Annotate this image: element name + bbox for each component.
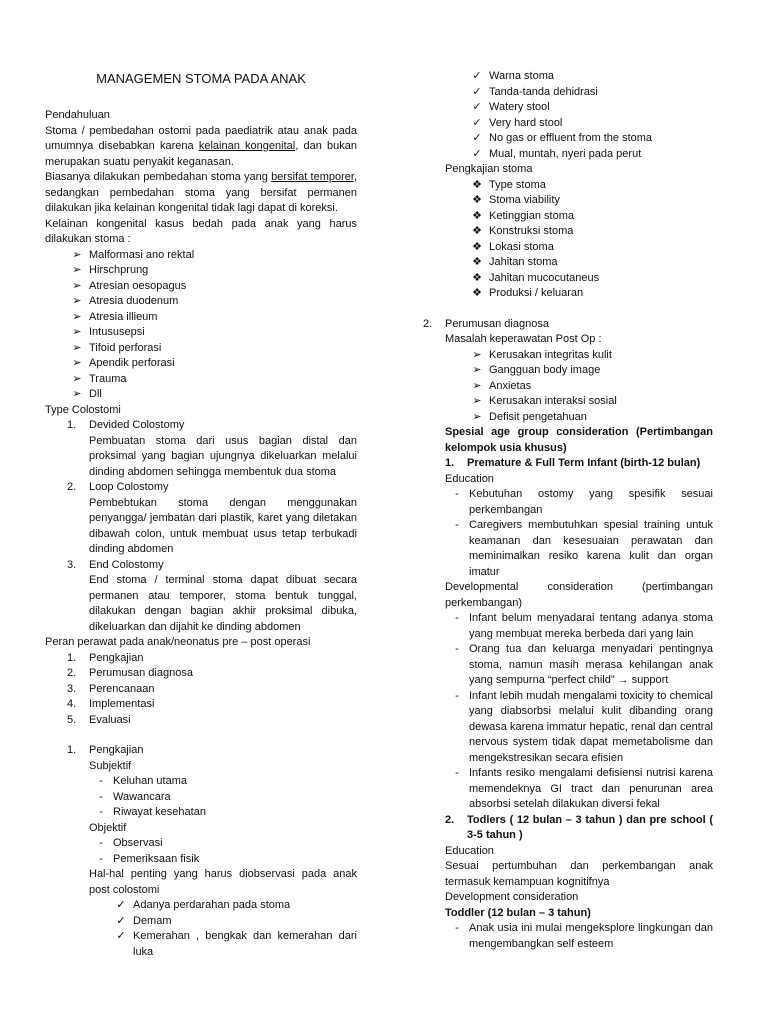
stoma-item xyxy=(465,286,713,302)
congenital-item-text: Tifoid perforasi xyxy=(89,341,162,354)
education-heading: Education xyxy=(445,472,494,485)
observation-item-text: Demam xyxy=(133,914,172,927)
congenital-item xyxy=(65,279,357,295)
bullet-marker: - xyxy=(455,612,459,624)
colostomy-types-list xyxy=(45,418,357,635)
objective-list xyxy=(89,836,357,867)
observation-item xyxy=(465,69,713,85)
nurse-role-number: 1. xyxy=(67,651,77,664)
stoma-item-text: Jahitan stoma xyxy=(489,256,558,268)
observation-item-text: Very hard stool xyxy=(489,116,563,129)
congenital-item xyxy=(65,310,357,326)
colostomy-type-number: 2. xyxy=(67,481,77,493)
colostomy-type xyxy=(67,418,357,480)
colostomy-type-name: Devided Colostomy xyxy=(89,419,185,431)
bullet-marker: - xyxy=(455,922,459,934)
bullet-marker: ➢ xyxy=(472,348,482,361)
stoma-item-text: Lokasi stoma xyxy=(489,240,554,253)
observation-item xyxy=(109,898,357,914)
bullet-marker: ➢ xyxy=(472,410,482,423)
intro-p1-part-b: , dan bukan merupakan suatu penyakit keganasan. xyxy=(45,140,357,168)
bullet-marker: ➢ xyxy=(72,357,82,369)
congenital-item xyxy=(65,356,357,372)
developmental-item xyxy=(445,689,713,767)
observation-item xyxy=(465,131,713,147)
education-2-text: Sesuai pertumbuhan dan perkembangan anak termasuk kemampuan kognitifnya xyxy=(445,860,713,888)
subjective-item xyxy=(89,774,357,790)
subjective-item-text: Wawancara xyxy=(113,790,171,803)
stoma-item-text: Jahitan mucocutaneus xyxy=(489,271,600,284)
stoma-item-text: Stoma viability xyxy=(489,194,560,206)
developmental-item xyxy=(445,766,713,813)
congenital-item-text: Malformasi ano rektal xyxy=(89,248,195,261)
observation-item xyxy=(109,914,357,930)
diagnosis-item-text: Anxietas xyxy=(489,379,532,392)
diagnosis-item xyxy=(465,363,713,379)
intro-paragraph-2 xyxy=(45,170,357,217)
bullet-marker: ➢ xyxy=(472,395,482,407)
diagnosis-item xyxy=(465,394,713,410)
developmental-item xyxy=(445,611,713,642)
observation-item-text: Kemerahan , bengkak dan kemerahan dari luka xyxy=(133,930,357,958)
group1-heading xyxy=(445,456,713,472)
assessment-body xyxy=(45,759,357,961)
nurse-role-text: Evaluasi xyxy=(89,713,131,726)
bullet-marker: ✓ xyxy=(472,132,482,144)
developmental-item xyxy=(445,642,713,689)
special-age-heading: Spesial age group consideration (Pertimbangan kelompok usia khusus) xyxy=(445,426,713,454)
observation-item xyxy=(465,100,713,116)
development-consideration-heading: Development consideration xyxy=(445,891,579,903)
stoma-item xyxy=(465,271,713,287)
bullet-marker: - xyxy=(99,852,103,865)
colostomy-type-description: End stoma / terminal stoma dapat dibuat secara permanen atau temporer, stoma bentuk tunggal, dilakukan dengan bagian akhir proksimal dibuka, dikeluarkan dan dijahit ke dinding abdomen xyxy=(89,574,357,633)
intro-paragraph-1 xyxy=(45,124,357,171)
nurse-role-number: 2. xyxy=(67,667,77,679)
toddler-list xyxy=(445,921,713,952)
left-column xyxy=(45,58,357,960)
bullet-marker: ✓ xyxy=(472,147,482,160)
diagnosis-item-text: Defisit pengetahuan xyxy=(489,410,587,423)
bullet-marker: ✓ xyxy=(472,70,482,82)
bullet-marker: ✓ xyxy=(472,116,482,129)
bullet-marker: - xyxy=(99,837,103,849)
assessment-number: 1. xyxy=(67,744,77,756)
intro-p2-part-b: , sedangkan pembedahan stoma yang bersifat permanen dilakukan jika kelainan kongenital tidak lagi dapat di koreksi. xyxy=(45,171,357,214)
developmental-item-text: Infants resiko mengalami defisiensi nutrisi karena memendeknya GI tract dan penurunan area absorbsi setelah dilakukan diversi fekal xyxy=(469,767,713,810)
observation-list xyxy=(89,898,357,960)
bullet-marker: - xyxy=(99,775,103,787)
diagnosis-number: 2. xyxy=(423,317,433,330)
objective-item xyxy=(89,852,357,868)
bullet-marker: ➢ xyxy=(472,379,482,392)
observation-list-continued xyxy=(445,69,713,162)
nurse-role-text: Perumusan diagnosa xyxy=(89,667,193,679)
diagnosis-item xyxy=(465,348,713,364)
congenital-item-text: Dll xyxy=(89,388,102,400)
nurse-role-number: 5. xyxy=(67,713,77,726)
observation-item xyxy=(465,147,713,163)
stoma-item xyxy=(465,209,713,225)
observation-item-text: Mual, muntah, nyeri pada perut xyxy=(489,147,642,160)
bullet-marker: - xyxy=(99,806,103,818)
bullet-marker: ➢ xyxy=(72,341,82,354)
bullet-marker: ❖ xyxy=(472,209,482,222)
subjective-item xyxy=(89,790,357,806)
bullet-marker: ➢ xyxy=(72,388,82,400)
group1-number: 1. xyxy=(445,457,455,469)
document-title: MANAGEMEN STOMA PADA ANAK xyxy=(96,71,306,86)
objective-item-text: Observasi xyxy=(113,837,163,849)
bullet-marker: - xyxy=(455,488,459,500)
education-item xyxy=(445,518,713,580)
diagnosis-title: Perumusan diagnosa xyxy=(445,317,549,330)
assessment-title: Pengkajian xyxy=(89,744,144,756)
diagnosis-intro: Masalah keperawatan Post Op : xyxy=(445,333,602,345)
colostomy-type-name: Loop Colostomy xyxy=(89,481,169,493)
stoma-assessment-heading: Pengkajian stoma xyxy=(445,163,533,175)
subjective-list xyxy=(89,774,357,821)
developmental-item-text: Infant belum menyadarai tentang adanya stoma yang membuat mereka berbeda dari yang lain xyxy=(469,612,713,640)
stoma-item xyxy=(465,224,713,240)
bullet-marker: ➢ xyxy=(72,248,82,261)
objective-heading: Objektif xyxy=(89,821,127,834)
group2-title: Todlers ( 12 bulan – 3 tahun ) dan pre school ( 3-5 tahun ) xyxy=(467,813,713,841)
bullet-marker: ✓ xyxy=(116,914,126,927)
type-colostomy-heading: Type Colostomi xyxy=(45,403,121,416)
observation-item-text: No gas or effluent from the stoma xyxy=(489,132,653,144)
bullet-marker: ➢ xyxy=(72,310,82,323)
stoma-item xyxy=(465,240,713,256)
colostomy-type-number: 3. xyxy=(67,558,77,571)
bullet-marker: ✓ xyxy=(472,85,482,98)
congenital-item xyxy=(65,248,357,264)
nurse-role-item xyxy=(67,713,357,729)
bullet-marker: ✓ xyxy=(472,101,482,113)
assessment-section-heading xyxy=(45,743,357,759)
intro-p1-underline: kelainan kongenital xyxy=(198,140,296,152)
subjective-heading: Subjektif xyxy=(89,759,132,772)
congenital-list xyxy=(45,248,357,403)
nurse-role-number: 4. xyxy=(67,698,77,710)
nurse-role-item xyxy=(67,666,357,682)
bullet-marker: ❖ xyxy=(472,271,482,284)
stoma-item-text: Ketinggian stoma xyxy=(489,209,574,222)
observation-intro: Hal-hal penting yang harus diobservasi pada anak post colostomi xyxy=(89,868,357,896)
bullet-marker: ❖ xyxy=(472,287,482,299)
congenital-item xyxy=(65,387,357,403)
congenital-item xyxy=(65,294,357,310)
group1-title: Premature & Full Term Infant (birth-12 bulan) xyxy=(467,457,701,469)
diagnosis-item-text: Gangguan body image xyxy=(489,364,601,376)
bullet-marker: - xyxy=(455,643,459,655)
developmental-item-text: Infant lebih mudah mengalami toxicity to chemical yang diabsorbsi melalui kulit dibanding orang dewasa karena immatur hepatic, renal dan central nervous system tidak dapat memetabolisme dan mengekstresikan secara efisien xyxy=(469,689,713,764)
congenital-item xyxy=(65,263,357,279)
toddler-heading: Toddler (12 bulan – 3 tahun) xyxy=(445,906,591,919)
congenital-item xyxy=(65,325,357,341)
diagnosis-item xyxy=(465,379,713,395)
bullet-marker: - xyxy=(455,519,459,531)
stoma-item-text: Produksi / keluaran xyxy=(489,287,584,299)
intro-paragraph-3: Kelainan kongenital kasus bedah pada anak yang harus dilakukan stoma : xyxy=(45,217,357,245)
stoma-item xyxy=(465,178,713,194)
bullet-marker: ➢ xyxy=(72,295,82,307)
education-item-text: Caregivers membutuhkan spesial training untuk keamanan dan kesesuaian perawatan dan meminimalkan resiko karena kulit dan organ imatur xyxy=(469,519,713,578)
subjective-item xyxy=(89,805,357,821)
congenital-item-text: Intususepsi xyxy=(89,326,145,338)
intro-p1-part-a: Stoma / pembedahan ostomi pada paediatrik atau anak pada umumnya disebabkan karena xyxy=(45,124,357,152)
diagnosis-list xyxy=(445,348,713,426)
stoma-item-text: Konstruksi stoma xyxy=(489,225,574,237)
colostomy-type-description: Pembebtukan stoma dengan menggunakan penyangga/ jembatan dari plastik, karet yang diletakan dibawah colon, untuk membuat usus tetap terbukadi dinding abdomen xyxy=(89,496,357,555)
nurse-role-text: Pengkajian xyxy=(89,651,144,664)
observation-item-text: Adanya perdarahan pada stoma xyxy=(133,899,291,911)
bullet-marker: - xyxy=(455,767,459,779)
stoma-item-text: Type stoma xyxy=(489,178,546,191)
bullet-marker: - xyxy=(99,790,103,803)
colostomy-type xyxy=(67,558,357,636)
subjective-item-text: Riwayat kesehatan xyxy=(113,806,206,818)
observation-item xyxy=(109,929,357,960)
bullet-marker: ❖ xyxy=(472,240,482,253)
objective-item-text: Pemeriksaan fisik xyxy=(113,852,200,865)
diagnosis-item-text: Kerusakan integritas kulit xyxy=(489,348,612,361)
congenital-item-text: Trauma xyxy=(89,372,127,385)
bullet-marker: ➢ xyxy=(72,326,82,338)
congenital-item-text: Atresia illieum xyxy=(89,310,158,323)
congenital-item xyxy=(65,372,357,388)
observation-item xyxy=(465,85,713,101)
nurse-role-item xyxy=(67,682,357,698)
education-list xyxy=(445,487,713,580)
education-item xyxy=(445,487,713,518)
right-column xyxy=(423,69,713,952)
congenital-item xyxy=(65,341,357,357)
bullet-marker: ❖ xyxy=(472,194,482,206)
diagnosis-item xyxy=(465,410,713,426)
bullet-marker: ❖ xyxy=(472,256,482,268)
colostomy-type-name: End Colostomy xyxy=(89,558,164,571)
nurse-roles-list xyxy=(45,651,357,729)
nurse-role-text: Perencanaan xyxy=(89,682,155,695)
education-item-text: Kebutuhan ostomy yang spesifik sesuai perkembangan xyxy=(469,488,713,516)
bullet-marker: ❖ xyxy=(472,225,482,237)
congenital-item-text: Hirschprung xyxy=(89,264,149,276)
bullet-marker: ✓ xyxy=(116,930,126,942)
nurse-role-heading: Peran perawat pada anak/neonatus pre – post operasi xyxy=(45,636,311,648)
stoma-item xyxy=(465,255,713,271)
bullet-marker: ➢ xyxy=(72,279,82,292)
congenital-item-text: Atresian oesopagus xyxy=(89,279,187,292)
group2-heading xyxy=(445,813,713,844)
group2-number: 2. xyxy=(445,813,455,826)
bullet-marker: ➢ xyxy=(472,364,482,376)
diagnosis-section-heading xyxy=(423,317,713,333)
subjective-item-text: Keluhan utama xyxy=(113,775,187,787)
developmental-heading: Developmental consideration (pertimbangan perkembangan) xyxy=(445,581,713,609)
bullet-marker: ✓ xyxy=(116,899,126,911)
developmental-item-text: Orang tua dan keluarga menyadari pentingnya stoma, namun masih merasa kehilangan anak yang sempurna “perfect child” → support xyxy=(469,643,713,686)
intro-p2-underline: bersifat temporer xyxy=(271,171,354,183)
nurse-role-number: 3. xyxy=(67,682,77,695)
congenital-item-text: Atresia duodenum xyxy=(89,295,179,307)
observation-item-text: Watery stool xyxy=(489,101,550,113)
objective-item xyxy=(89,836,357,852)
observation-item-text: Warna stoma xyxy=(489,70,555,82)
congenital-item-text: Apendik perforasi xyxy=(89,357,175,369)
observation-item xyxy=(465,116,713,132)
bullet-marker: ❖ xyxy=(472,178,482,191)
colostomy-type-number: 1. xyxy=(67,419,77,431)
observation-item-text: Tanda-tanda dehidrasi xyxy=(489,85,598,98)
stoma-assessment-list xyxy=(445,178,713,302)
nurse-role-item xyxy=(67,651,357,667)
colostomy-type xyxy=(67,480,357,558)
nurse-role-item xyxy=(67,697,357,713)
toddler-item xyxy=(445,921,713,952)
bullet-marker: ➢ xyxy=(72,264,82,276)
education-heading-2: Education xyxy=(445,844,494,857)
intro-p2-part-a: Biasanya dilakukan pembedahan stoma yang xyxy=(45,171,272,183)
diagnosis-item-text: Kerusakan interaksi sosial xyxy=(489,395,617,407)
bullet-marker: ➢ xyxy=(72,372,82,385)
developmental-list xyxy=(445,611,713,813)
colostomy-type-description: Pembuatan stoma dari usus bagian distal dan proksimal yang bagian ujungnya dikeluarkan melalui dinding abdomen sehingga membentuk dua stoma xyxy=(89,434,357,478)
nurse-role-text: Implementasi xyxy=(89,698,155,710)
toddler-item-text: Anak usia ini mulai mengeksplore lingkungan dan mengembangkan self esteem xyxy=(469,922,713,950)
intro-heading: Pendahuluan xyxy=(45,109,110,121)
bullet-marker: - xyxy=(455,689,459,702)
stoma-item xyxy=(465,193,713,209)
